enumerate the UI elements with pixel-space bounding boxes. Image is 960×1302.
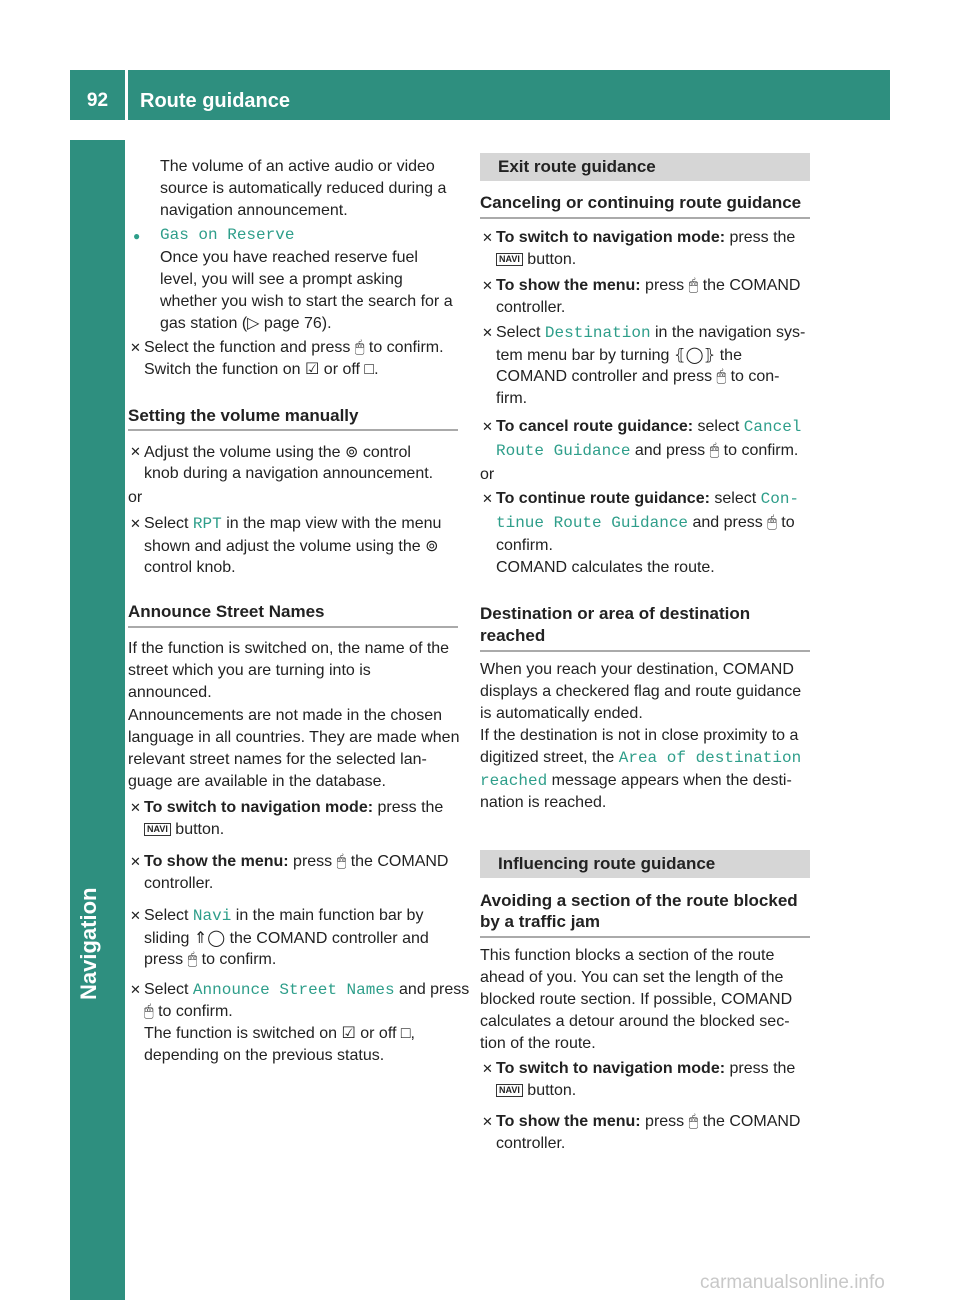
exit-s5-line-4: COMAND calculates the route. xyxy=(496,559,715,576)
heading-destination-1: Destination or area of destination xyxy=(480,604,751,623)
page-number: 92 xyxy=(86,90,109,111)
step-arrow-icon: ✕ xyxy=(482,491,493,506)
influence-para-line-4: calculates a detour around the blocked sec- xyxy=(480,1013,790,1030)
heading-rule xyxy=(128,626,458,628)
announce-s3-line-3: press 🖱 to confirm. xyxy=(144,951,277,968)
step-arrow-icon: ✕ xyxy=(130,982,141,997)
dest-para1-line-2: displays a checkered flag and route guidance xyxy=(480,683,802,700)
navi-button-icon: NAVI xyxy=(496,253,523,266)
route-guidance-label: Route Guidance xyxy=(496,442,631,460)
influence-s2-line-1: To show the menu: press 🖱 the COMAND xyxy=(496,1113,801,1130)
announce-para2-line-1: Announcements are not made in the chosen xyxy=(128,707,442,724)
intro-line-3: navigation announcement. xyxy=(160,202,348,219)
vol-step1-line-2: knob during a navigation announcement. xyxy=(144,465,434,482)
influence-s1-line-2: NAVI button. xyxy=(496,1080,576,1102)
exit-s2-line-1: To show the menu: press 🖱 the COMAND xyxy=(496,277,801,294)
or-text: or xyxy=(128,489,143,506)
page-ref-arrow-icon: ▷ xyxy=(247,315,260,332)
dest-para2-line-1: If the destination is not in close proximity to a xyxy=(480,727,799,744)
exit-s2-line-2: controller. xyxy=(496,299,566,316)
vol-step1-line-1: Adjust the volume using the ⊚ control xyxy=(144,442,411,461)
heading-avoid-1: Avoiding a section of the route blocked xyxy=(480,891,798,910)
header-divider xyxy=(125,70,128,120)
step-arrow-icon: ✕ xyxy=(482,325,493,340)
area-of-destination-label: Area of destination xyxy=(618,749,802,767)
heading-rule xyxy=(480,936,810,938)
confirm-step-line-2: Switch the function on ☑ or off □. xyxy=(144,361,379,378)
destination-label: Destination xyxy=(544,324,651,342)
exit-s1-line-2: NAVI button. xyxy=(496,249,576,271)
step-arrow-icon: ✕ xyxy=(130,516,141,531)
checkbox-on-icon: ☑ xyxy=(341,1025,356,1042)
heading-volume: Setting the volume manually xyxy=(128,406,359,425)
announce-s2-line-1: To show the menu: press 🖱 the COMAND xyxy=(144,853,449,870)
announce-para2-line-3: relevant street names for the selected lan- xyxy=(128,751,427,768)
exit-s5-line-3: confirm. xyxy=(496,537,553,554)
vol-step2-line-2: shown and adjust the volume using the ⊚ xyxy=(144,536,439,555)
announce-street-names-label: Announce Street Names xyxy=(192,981,395,999)
chapter-title: Route guidance xyxy=(140,90,291,112)
navi-button-icon: NAVI xyxy=(144,823,171,836)
announce-s4-line-2: 🖱 to confirm. xyxy=(144,1003,233,1020)
confirm-step-line-1: Select the function and press 🖱 to confirm. xyxy=(144,339,444,356)
press-icon: 🖱 xyxy=(144,1003,154,1020)
announce-s3-line-1: Select Navi in the main function bar by xyxy=(144,907,424,925)
watermark: carmanualsonline.info xyxy=(700,1272,885,1293)
or-text: or xyxy=(480,466,495,483)
vol-step2-line-3: control knob. xyxy=(144,559,236,576)
exit-s5-line-2: tinue Route Guidance and press 🖱 to xyxy=(496,514,795,532)
checkbox-off-icon: □ xyxy=(400,1025,411,1042)
press-icon: 🖱 xyxy=(716,368,727,385)
side-tab-label: Navigation xyxy=(76,887,101,1000)
step-arrow-icon: ✕ xyxy=(482,1061,493,1076)
reached-label: reached xyxy=(480,772,548,790)
exit-s1-line-1: To switch to navigation mode: press the xyxy=(496,229,796,246)
bullet-icon: ● xyxy=(133,229,141,243)
press-icon: 🖱 xyxy=(767,514,777,531)
announce-s1-line-1: To switch to navigation mode: press the xyxy=(144,799,444,816)
announce-s4-line-1: Select Announce Street Names and press xyxy=(144,981,470,999)
rpt-label: RPT xyxy=(192,515,222,533)
exit-s3-line-4: firm. xyxy=(496,390,528,407)
continue-label-part2: tinue Route Guidance xyxy=(496,514,689,532)
step-arrow-icon: ✕ xyxy=(130,908,141,923)
exit-s4-line-1: To cancel route guidance: select Cancel xyxy=(496,418,802,436)
heading-cancel-continue: Canceling or continuing route guidance xyxy=(480,193,802,212)
announce-para2-line-4: guage are available in the database. xyxy=(128,773,386,790)
step-arrow-icon: ✕ xyxy=(130,800,141,815)
section-bar-influence: Influencing route guidance xyxy=(480,850,810,878)
influence-para-line-1: This function blocks a section of the route xyxy=(480,947,775,964)
page-ref-link[interactable]: page 76). xyxy=(263,315,332,332)
side-tab xyxy=(70,140,125,1300)
dest-para2-line-4: nation is reached. xyxy=(480,794,607,811)
cancel-label: Cancel xyxy=(743,418,802,436)
gas-line-2: level, you will see a prompt asking xyxy=(160,271,403,288)
step-arrow-icon: ✕ xyxy=(482,278,493,293)
intro-line-1: The volume of an active audio or video xyxy=(160,158,435,175)
heading-announce: Announce Street Names xyxy=(128,602,325,621)
dest-para2-line-2: digitized street, the Area of destination xyxy=(480,749,802,767)
influence-para-line-3: blocked route section. If possible, COMAND xyxy=(480,991,793,1008)
step-arrow-icon: ✕ xyxy=(482,1114,493,1129)
exit-s5-line-1: To continue route guidance: select Con‐ xyxy=(496,490,800,508)
gas-line-4: gas station (▷ page 76). xyxy=(160,315,332,332)
influence-s2-line-2: controller. xyxy=(496,1135,566,1152)
intro-line-2: source is automatically reduced during a xyxy=(160,180,447,197)
volume-knob-icon: ⊚ xyxy=(345,442,359,461)
navi-button-icon: NAVI xyxy=(496,1084,523,1097)
dest-para1-line-1: When you reach your destination, COMAND xyxy=(480,661,794,678)
press-icon: 🖱 xyxy=(688,277,699,294)
step-arrow-icon: ✕ xyxy=(482,419,493,434)
announce-para1-line-2: street which you are turning into is xyxy=(128,662,371,679)
exit-s3-line-2: tem menu bar by turning ⦃◯⦄ the xyxy=(496,345,742,364)
exit-s3-line-1: Select Destination in the navigation sys- xyxy=(496,324,806,342)
influence-para-line-5: tion of the route. xyxy=(480,1035,596,1052)
announce-s4-line-3: The function is switched on ☑ or off □, xyxy=(144,1025,415,1042)
gas-on-reserve-label: Gas on Reserve xyxy=(160,226,295,244)
announce-para1-line-3: announced. xyxy=(128,684,212,701)
press-icon: 🖱 xyxy=(336,853,347,870)
press-icon: 🖱 xyxy=(354,339,365,356)
announce-para1-line-1: If the function is switched on, the name of the xyxy=(128,640,450,657)
step-arrow-icon: ✕ xyxy=(482,230,493,245)
press-icon: 🖱 xyxy=(688,1113,699,1130)
heading-rule xyxy=(480,217,810,219)
continue-label-part1: Con‐ xyxy=(760,490,800,508)
dest-para1-line-3: is automatically ended. xyxy=(480,705,643,722)
announce-para2-line-2: language in all countries. They are made when xyxy=(128,729,460,746)
announce-s3-line-2: sliding ⇑◯ the COMAND controller and xyxy=(144,928,429,947)
heading-destination-2: reached xyxy=(480,626,546,645)
dest-para2-line-3: reached message appears when the desti- xyxy=(480,772,792,790)
turn-controller-icon: ⦃◯⦄ xyxy=(673,345,716,364)
influence-para-line-2: ahead of you. You can set the length of the xyxy=(480,969,784,986)
side-tab-label-wrap xyxy=(76,887,120,1001)
gas-line-1: Once you have reached reserve fuel xyxy=(160,249,418,266)
checkbox-on-icon: ☑ xyxy=(305,361,320,378)
checkbox-off-icon: □ xyxy=(364,361,375,378)
slide-controller-icon: ⇑◯ xyxy=(193,928,226,947)
vol-step2-line-1: Select RPT in the map view with the menu xyxy=(144,515,442,533)
section-bar-exit: Exit route guidance xyxy=(480,153,810,181)
heading-rule xyxy=(480,650,810,652)
step-arrow-icon: ✕ xyxy=(130,340,141,355)
volume-knob-icon: ⊚ xyxy=(425,536,439,555)
step-arrow-icon: ✕ xyxy=(130,854,141,869)
heading-rule xyxy=(128,429,458,431)
announce-s4-line-4: depending on the previous status. xyxy=(144,1047,385,1064)
announce-s2-line-2: controller. xyxy=(144,875,214,892)
press-icon: 🖱 xyxy=(709,442,720,459)
navi-menu-label: Navi xyxy=(192,907,232,925)
step-arrow-icon: ✕ xyxy=(130,444,141,459)
exit-s3-line-3: COMAND controller and press 🖱 to con- xyxy=(496,368,780,385)
exit-s4-line-2: Route Guidance and press 🖱 to confirm. xyxy=(496,442,799,460)
announce-s1-line-2: NAVI button. xyxy=(144,819,224,841)
heading-avoid-2: by a traffic jam xyxy=(480,912,600,931)
press-icon: 🖱 xyxy=(187,951,198,968)
gas-line-3: whether you wish to start the search for a xyxy=(160,293,453,310)
influence-s1-line-1: To switch to navigation mode: press the xyxy=(496,1060,796,1077)
